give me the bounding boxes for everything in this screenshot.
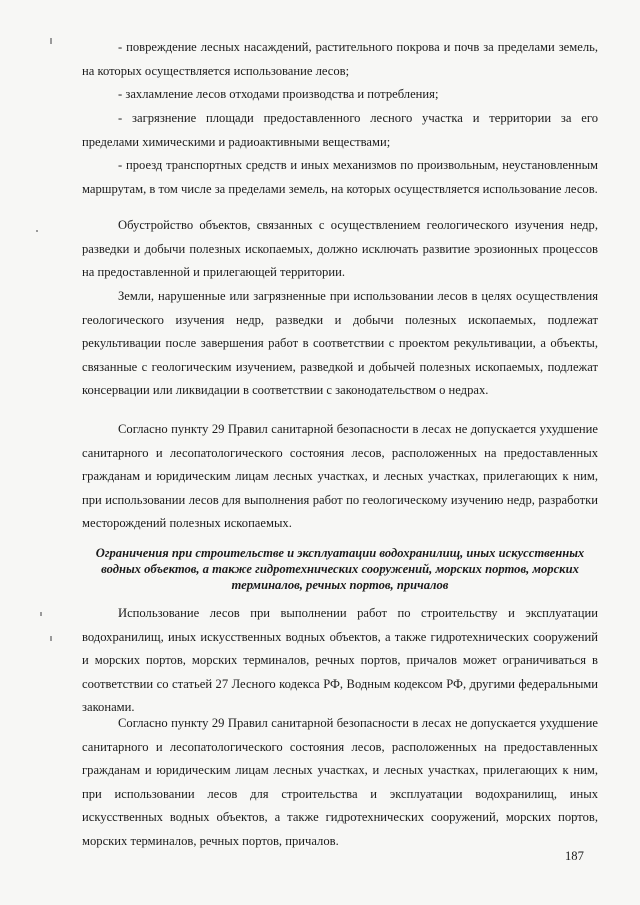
paragraph (82, 712, 598, 854)
paragraph (82, 602, 598, 720)
paragraph-text: Согласно пункту 29 Правил санитарной безопасности в лесах не допускается ухудшение санитарного и лесопатологического состояния лесов, расположенных на предоставленных гражданам и юридическим лицам лесных участках, и лесных участках, прилегающих к ним, при использовании лесов для выполнения работ по геологическому изучению недр, разработки месторождений полезных ископаемых. (82, 422, 598, 531)
list-item-text: - повреждение лесных насаждений, растительного покрова и почв за пределами земель, на которых осуществляется использование лесов; (82, 40, 598, 78)
paragraph (82, 285, 598, 403)
paragraph (82, 214, 598, 285)
list-item (82, 107, 598, 154)
scan-speck (50, 38, 52, 44)
list-item-text: - загрязнение площади предоставленного лесного участка и территории за его пределами химическими и радиоактивными веществами; (82, 111, 598, 149)
paragraph-text: Согласно пункту 29 Правил санитарной безопасности в лесах не допускается ухудшение санитарного и лесопатологического состояния лесов, расположенных на предоставленных гражданам и юридическим лицам лесных участках, и лесных участках, прилегающих к ним, при использовании лесов для строительства и эксплуатации водохранилищ, иных искусственных водных объектов, а также гидротехнических сооружений, морских портов, морских терминалов, речных портов, причалов. (82, 716, 598, 848)
paragraph (82, 418, 598, 536)
list-item-text: - проезд транспортных средств и иных механизмов по произвольным, неустановленным маршрутам, в том числе за пределами земель, на которых осуществляется использование лесов. (82, 158, 598, 196)
section-heading: Ограничения при строительстве и эксплуатации водохранилищ, иных искусственных водных объектов, а также гидротехнических сооружений, морских портов, морских терминалов, речных портов, причалов (95, 546, 585, 592)
list-item-text: - захламление лесов отходами производства и потребления; (118, 87, 439, 101)
paragraph-text: Земли, нарушенные или загрязненные при использовании лесов в целях осуществления геологического изучения недр, разведки и добычи полезных ископаемых, подлежат рекультивации после завершения работ в соответствии с проектом рекультивации, а объекты, связанные с геологическим изучением, разведкой и добычей полезных ископаемых, подлежат консервации или ликвидации в соответствии с законодательством о недрах. (82, 289, 598, 398)
scan-speck (50, 636, 52, 641)
page-number: 187 (565, 849, 584, 863)
paragraph-text: Использование лесов при выполнении работ по строительству и эксплуатации водохранилищ, иных искусственных водных объектов, а также гидротехнических сооружений и морских портов, морских терминалов, речных портов, причалов может ограничиваться в соответствии со статьей 27 Лесного кодекса РФ, Водным кодексом РФ, другими федеральными законами. (82, 606, 598, 715)
scan-speck (40, 612, 42, 616)
paragraph-text: Обустройство объектов, связанных с осуществлением геологического изучения недр, разведки и добычи полезных ископаемых, должно исключать развитие эрозионных процессов на предоставленной и прилегающей территории. (82, 218, 598, 280)
scan-speck (36, 230, 38, 232)
list-item (82, 83, 598, 107)
list-item (82, 36, 598, 83)
list-item (82, 154, 598, 201)
